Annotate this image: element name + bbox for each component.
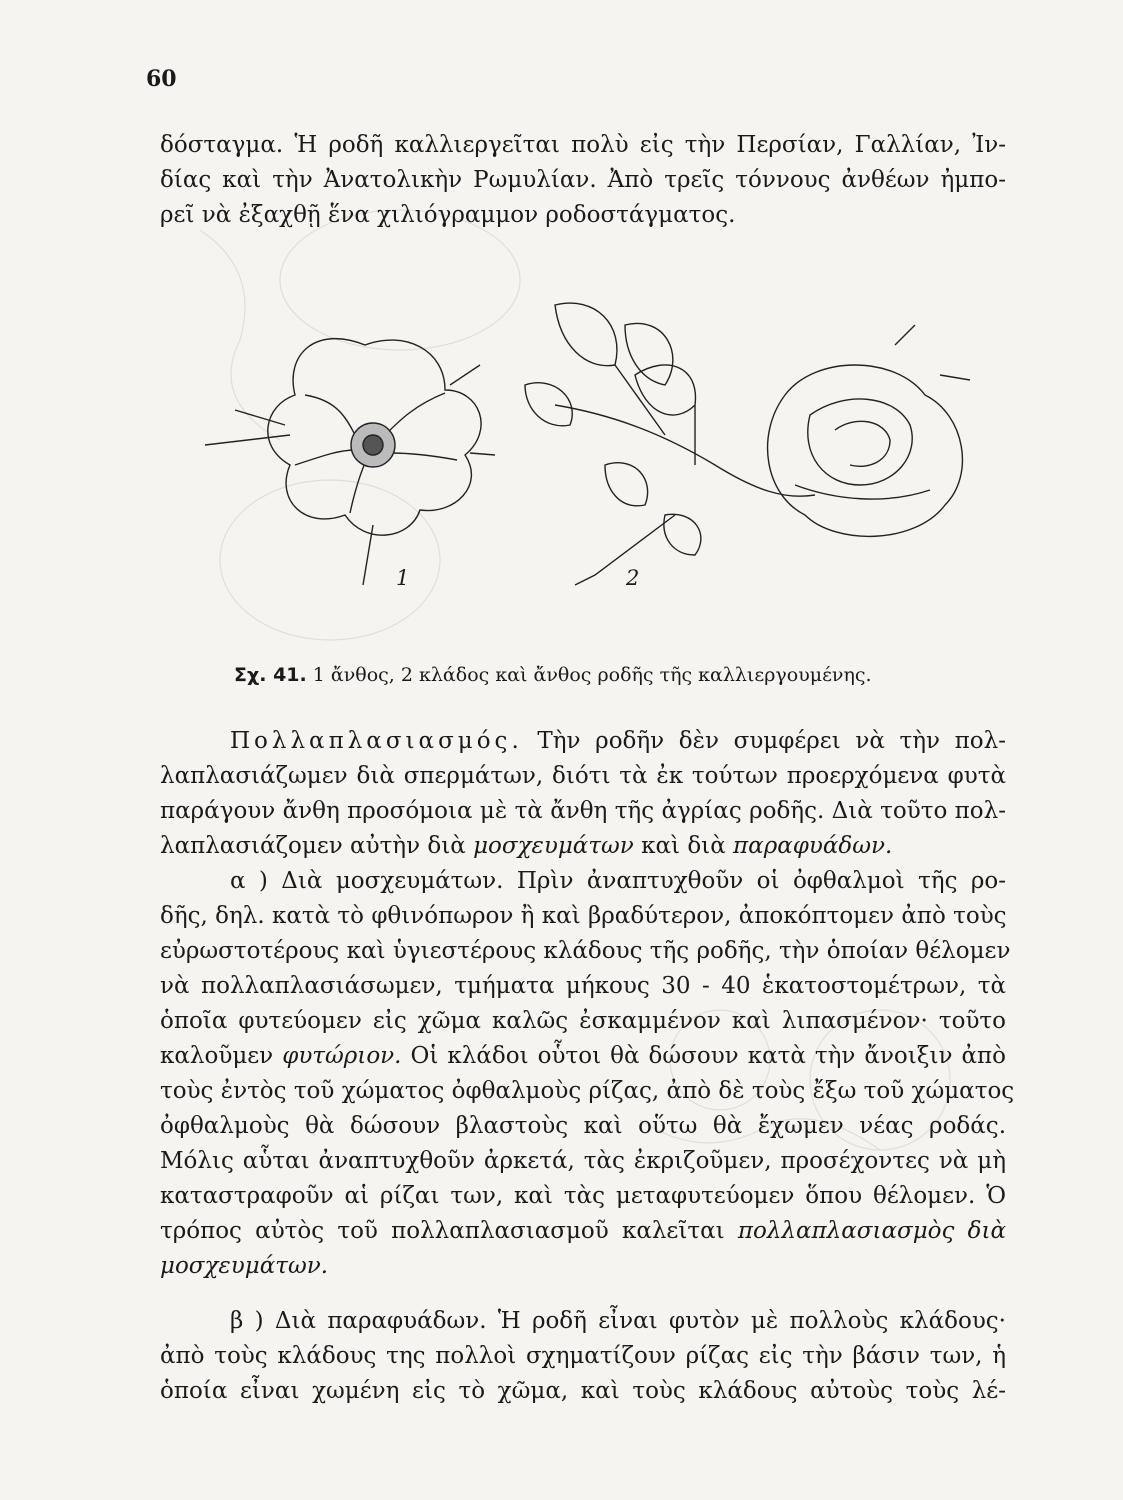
text-line [160,831,1006,861]
rose-illustration [195,285,1005,605]
text-line: λαπλασιάζωμεν διὰ σπερμάτων, διότι τὰ ἐκ τούτων προερχόμενα φυτὰ [160,763,1006,789]
page-number: 60 [146,66,177,92]
text-line: ἀπὸ τοὺς κλάδους της πολλοὶ σχηματίζουν ρίζας εἰς τὴν βάσιν των, ἡ [160,1343,1006,1369]
text-line: νὰ πολλαπλασιάσωμεν, τμήματα μήκους 30 - 40 ἑκατοστομέτρων, τὰ [160,973,1006,999]
text-line: δῆς, δηλ. κατὰ τὸ φθινόπωρον ἢ καὶ βραδύτερον, ἀποκόπτομεν ἀπὸ τοὺς [160,903,1007,929]
text-line: α ) Διὰ μοσχευμάτων. Πρὶν ἀναπτυχθοῦν οἱ ὀφθαλμοὶ τῆς ρο- [230,868,1006,894]
text-line [230,726,1006,756]
wild-rose-flower-drawing [205,339,495,585]
text-line: δόσταγμα. Ἡ ροδῆ καλλιεργεῖται πολὺ εἰς τὴν Περσίαν, Γαλλίαν, Ἰν- [160,132,1006,158]
italic-term: μοσχευμάτων [473,833,634,859]
text-line [160,1216,1006,1246]
text-line: ὁποῖα φυτεύομεν εἰς χῶμα καλῶς ἐσκαμμένον καὶ λιπασμένον· τοῦτο [160,1008,1006,1034]
caption-number: Σχ. 41. [234,664,307,686]
text-line: ὀφθαλμοὺς θὰ δώσουν βλαστοὺς καὶ οὕτω θὰ ἔχωμεν νέας ροδάς. [160,1113,1006,1139]
italic-term: μοσχευμάτων. [160,1253,329,1279]
text-line: εὐρωστοτέρους καὶ ὑγιεστέρους κλάδους τῆς ροδῆς, τὴν ὁποίαν θέλομεν [160,938,1011,964]
text-span: καλοῦμεν [160,1043,274,1069]
figure-label-2: 2 [626,566,640,590]
text-line: τοὺς ἐντὸς τοῦ χώματος ὀφθαλμοὺς ρίζας, ἀπὸ δὲ τοὺς ἔξω τοῦ χώματος [160,1078,1015,1104]
text-line [160,1251,1006,1281]
italic-term: παραφυάδων. [733,833,893,859]
italic-term: φυτώριον. [282,1043,402,1069]
section-heading: Πολλαπλασιασμός. [230,728,523,754]
figure-label-1: 1 [396,566,410,590]
italic-term: πολλαπλασιασμὸς διὰ [737,1218,1006,1244]
cultivated-rose-branch-drawing [525,303,970,585]
text-line: καταστραφοῦν αἱ ρίζαι των, καὶ τὰς μεταφυτεύομεν ὅπου θέλομεν. Ὁ [160,1183,1006,1209]
text-span: λαπλασιάζομεν αὐτὴν διὰ [160,833,466,859]
text-line: παράγουν ἄνθη προσόμοια μὲ τὰ ἄνθη τῆς ἀγρίας ροδῆς. Διὰ τοῦτο πολ- [160,798,1006,824]
text-span: καὶ διὰ [641,833,726,859]
text-line: δίας καὶ τὴν Ἀνατολικὴν Ρωμυλίαν. Ἀπὸ τρεῖς τόννους ἀνθέων ἠμπο- [160,167,1006,193]
text-line: ὁποία εἶναι χωμένη εἰς τὸ χῶμα, καὶ τοὺς κλάδους αὐτοὺς τοὺς λέ- [160,1378,1006,1404]
caption-text: 1 ἄνθος, 2 κλάδος καὶ ἄνθος ροδῆς τῆς καλλιεργουμένης. [312,664,872,686]
text-span: Οἱ κλάδοι οὗτοι θὰ δώσουν κατὰ τὴν ἄνοιξιν ἀπὸ [410,1043,1007,1069]
text-line: ρεῖ νὰ ἐξαχθῇ ἕνα χιλιόγραμμον ροδοστάγματος. [160,202,736,228]
text-span: Τὴν ροδῆν δὲν συμφέρει νὰ τὴν πολ- [537,728,1006,754]
text-line [160,1041,1006,1071]
text-span: τρόπος αὐτὸς τοῦ πολλαπλασιασμοῦ καλεῖται [160,1218,725,1244]
text-line: β ) Διὰ παραφυάδων. Ἡ ροδῆ εἶναι φυτὸν μὲ πολλοὺς κλάδους· [230,1308,1006,1334]
text-line: Μόλις αὗται ἀναπτυχθοῦν ἀρκετά, τὰς ἐκριζοῦμεν, προσέχοντες νὰ μὴ [160,1148,1006,1174]
figure-caption [234,664,872,686]
